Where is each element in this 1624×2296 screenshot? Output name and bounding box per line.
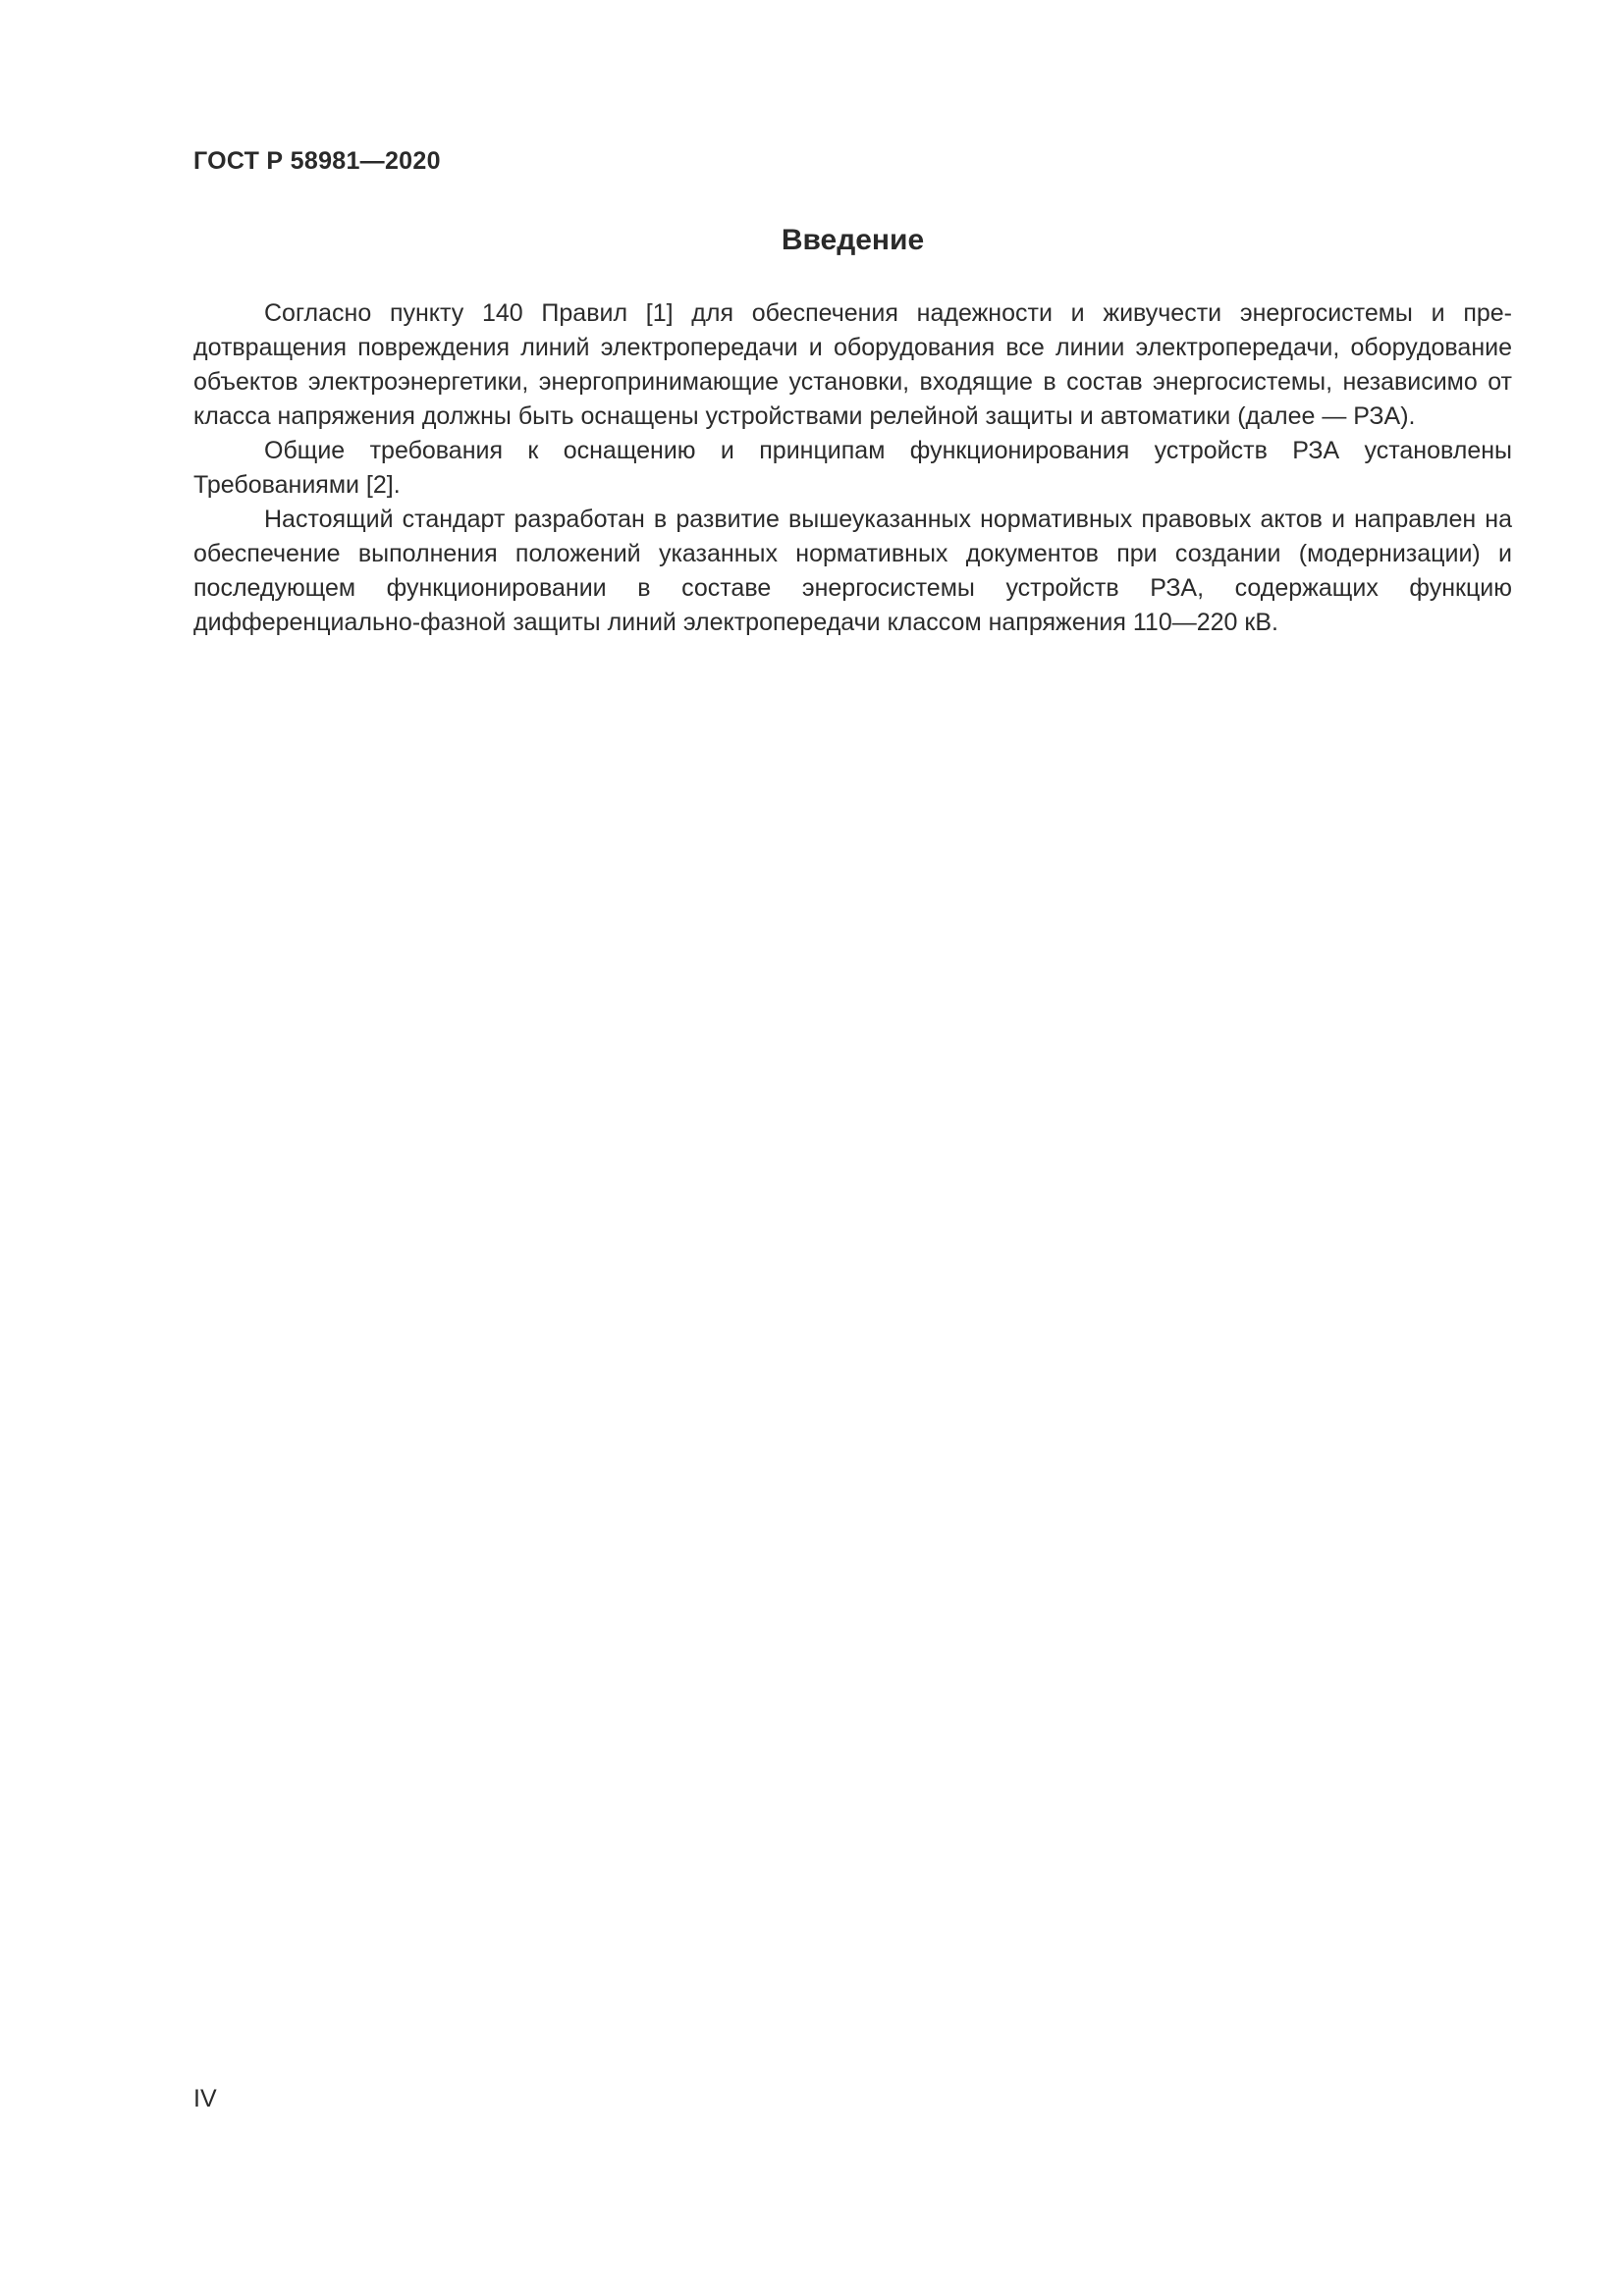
paragraph: Общие требования к оснащению и принципам функционирования устройств РЗА установлены Требованиями [2]. bbox=[193, 437, 1512, 499]
body-text bbox=[193, 296, 1512, 640]
page-number: IV bbox=[193, 2085, 217, 2112]
paragraph: Настоящий стандарт разработан в развитие вышеуказанных нормативных правовых актов и направлен на обеспечение выполнения положений указанных нормативных документов при создании (модернизации) и последующем функционировании в составе энергосистемы устройств РЗА, содержащих функцию дифференциально-фазной защиты линий электропередачи классом напряжения 110—220 кВ. bbox=[193, 506, 1512, 636]
paragraph: Согласно пункту 140 Правил [1] для обеспечения надежности и живучести энергосистемы и предотвращения повреждения линий электропередачи и оборудования все линии электропередачи, оборудование объектов электроэнергетики, энергопринимающие установки, входящие в состав энергосистемы, независимо от класса напряжения должны быть оснащены устройствами релейной защиты и автоматики (далее — РЗА). bbox=[193, 299, 1512, 430]
section-title: Введение bbox=[781, 224, 925, 256]
document-header: ГОСТ Р 58981—2020 bbox=[193, 147, 441, 175]
